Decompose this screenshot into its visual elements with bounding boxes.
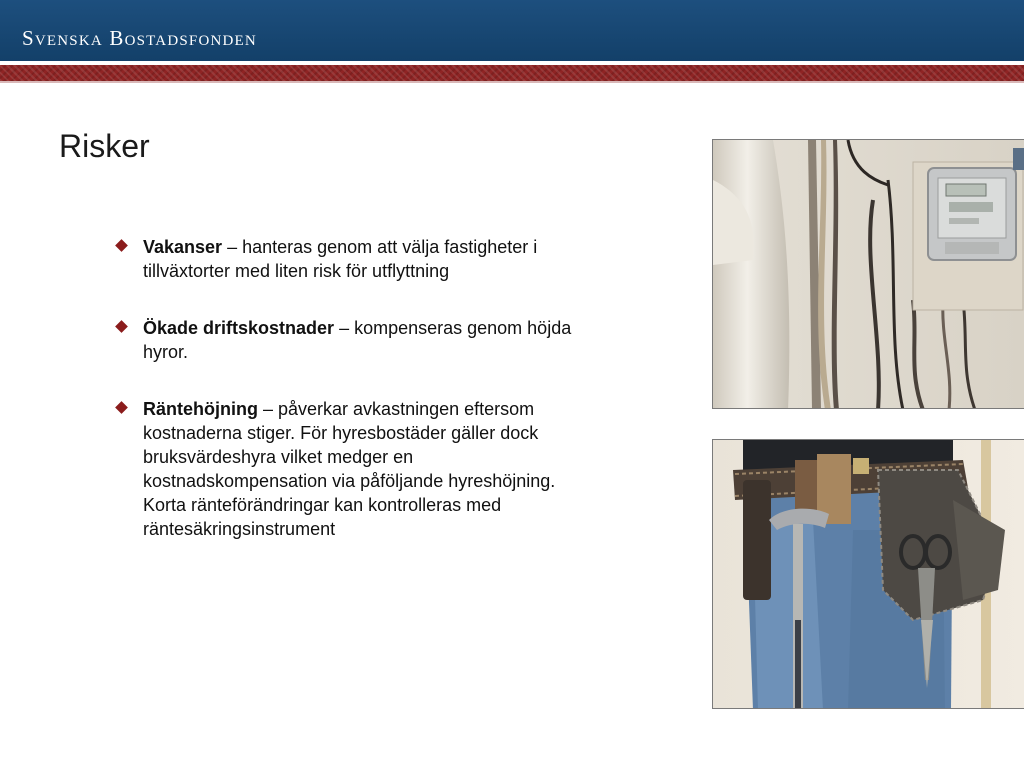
bullet-item-driftskostnader [112, 316, 602, 364]
brand-logo: Svenska Bostadsfonden [22, 26, 257, 50]
bullet-diamond-icon [115, 320, 128, 333]
bullet-item-vakanser [112, 235, 602, 283]
tool-belt-photo [712, 439, 1024, 709]
bullet-text: – kompenseras genom höjda hyror. [143, 318, 572, 362]
electric-meter-photo [712, 139, 1024, 409]
slide-title: Risker [59, 128, 150, 164]
electric-meter-icon [713, 140, 1024, 409]
bullet-text: – hanteras genom att välja fastigheter i tillväxtorter med liten risk för utflyttning [143, 237, 538, 281]
bullet-text: – påverkar avkastningen eftersom kostnaderna stiger. För hyresbostäder gäller dock bruksvärdeshyra vilket medger en kostnadskompensation via påföljande hyreshöjning. Korta ränteförändringar kan kontrolleras med räntesäkringsinstrument [143, 399, 556, 539]
bullet-list [112, 235, 602, 541]
bullet-diamond-icon [115, 401, 128, 414]
bullet-term: Vakanser [143, 237, 223, 257]
header-stripe [0, 65, 1024, 81]
header-bar [0, 0, 1024, 61]
bullet-term: Räntehöjning [143, 399, 258, 419]
bullet-item-rantehojning [112, 397, 602, 541]
header-stripe-bottom [0, 81, 1024, 83]
bullet-diamond-icon [115, 239, 128, 252]
tool-belt-icon [713, 440, 1024, 709]
bullet-term: Ökade driftskostnader [143, 318, 335, 338]
